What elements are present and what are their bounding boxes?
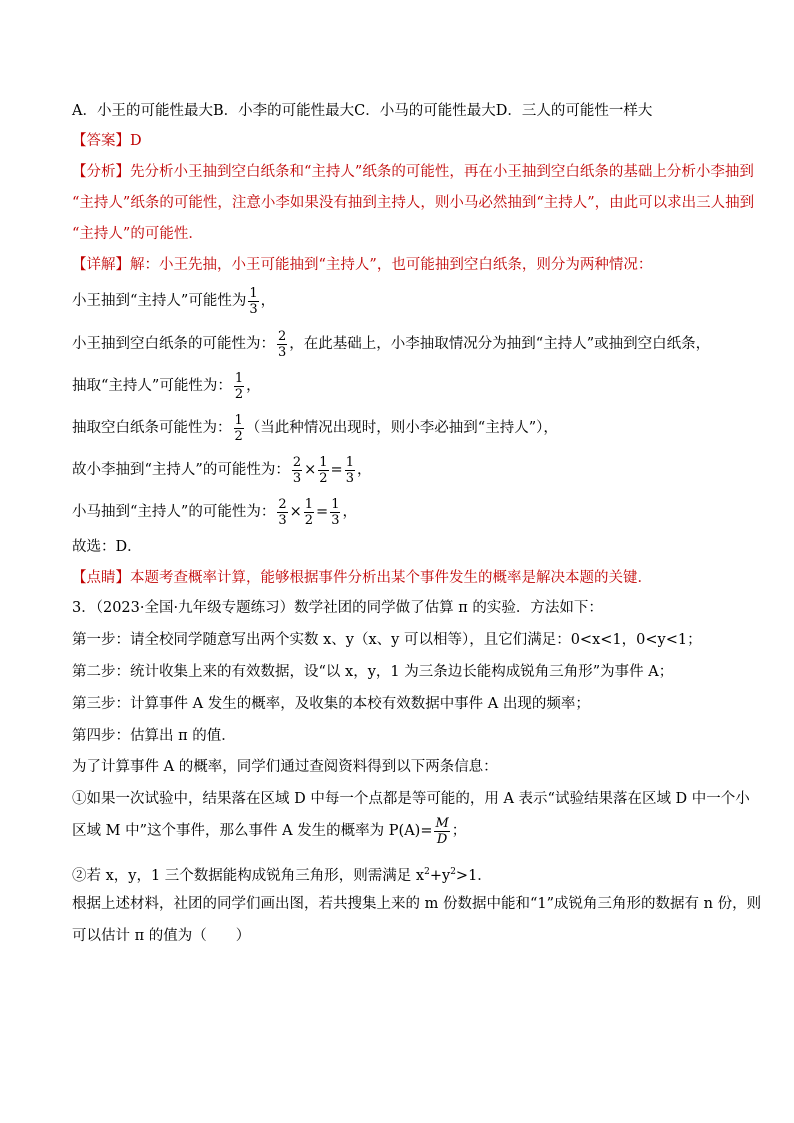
denominator: D [436,831,448,847]
answer-value: D [130,133,142,149]
detail-line-4 [72,411,558,445]
fraction-one-half [234,413,244,444]
q3-clue2 [72,862,492,886]
numerator: 2 [292,454,302,470]
fraction-one-third [345,455,355,486]
q3-step3: 第三步：计算事件 A 发生的概率，及收集的本校有效数据中事件 A 出现的频率； [72,696,590,712]
analysis-line-1 [72,162,754,182]
denominator: 2 [304,512,314,528]
detail-tail-2: ，在此基础上，小李抽取情况分为抽到“主持人”或抽到空白纸条， [289,336,711,352]
times-sign: × [304,462,317,478]
detail-text-5: 故小李抽到“主持人”的可能性为： [72,462,290,478]
options-line: A．小王的可能性最大B．小李的可能性最大C．小马的可能性最大D．三人的可能性一样大 [72,103,653,119]
fraction-one-third [330,497,340,528]
numerator: 1 [234,412,243,428]
fraction-m-over-d [434,816,449,847]
denominator: 3 [292,470,302,486]
fraction-one-half [234,371,244,402]
detail-line-6 [72,495,357,529]
clue2-text-b: +y [429,867,451,884]
analysis-text-1: 先分析小王抽到空白纸条和“主持人”纸条的可能性，再在小王抽到空白纸条的基础上分析小李抽到 [130,164,754,180]
numerator: 2 [278,328,287,344]
denominator: 3 [345,470,354,486]
detail-label: 【详解】 [72,257,130,273]
numerator: 1 [319,454,328,470]
detail-text-3: 抽取“主持人”可能性为： [72,378,232,394]
clue1-tail: ； [451,823,467,839]
comment-label: 【点睛】 [72,570,130,586]
fraction-two-thirds [277,497,287,528]
denominator: 2 [234,428,243,444]
q3-clue1-line2 [72,814,466,848]
superscript: 2 [450,867,456,877]
equals-sign: = [330,462,343,478]
q3-last-line1: 根据上述材料，社团的同学们画出图，若共搜集上来的 m 份数据中能和“1”成锐角三角形的数据有 n 份，则 [72,896,762,912]
q3-step2: 第二步：统计收集上来的有效数据，设“以 x，y，1 为三条边长能构成锐角三角形”为事件 A； [72,664,674,680]
times-sign: × [289,504,302,520]
detail-line-3 [72,369,261,403]
numerator: 1 [345,454,354,470]
fraction-one-half [304,497,314,528]
detail-text-2: 小王抽到空白纸条的可能性为： [72,336,275,352]
denominator: 3 [331,512,340,528]
comment-line [72,568,652,588]
numerator: 1 [234,370,244,386]
clue2-text-a: ②若 x，y，1 三个数据能构成锐角三角形，则需满足 x [72,867,425,884]
numerator: M [435,815,449,831]
clue2-text-c: >1． [455,867,492,884]
numerator: 1 [304,496,314,512]
detail-tail-4: （当此种情况出现时，则小李必抽到“主持人”）， [245,420,558,436]
denominator: 2 [319,470,328,486]
equals-sign: = [316,504,329,520]
comment-text: 本题考查概率计算，能够根据事件分析出某个事件发生的概率是解决本题的关键． [130,570,652,586]
q3-stem: 3．（2023·全国·九年级专题练习）数学社团的同学做了估算 π 的实验．方法如下： [72,600,603,616]
fraction-one-third [248,286,258,317]
detail-line-5 [72,453,371,487]
q3-step1: 第一步：请全校同学随意写出两个实数 x、y（x、y 可以相等），且它们满足：0<x<1，0<y<1； [72,632,702,648]
detail-tail-3: ， [246,378,261,394]
fraction-one-half [318,455,328,486]
denominator: 2 [234,386,244,402]
detail-line-1 [72,284,275,318]
fraction-two-thirds [277,329,287,360]
numerator: 1 [249,285,258,301]
analysis-line-3: “主持人”的可能性． [72,226,203,242]
choose-line: 故选：D． [72,539,142,555]
detail-line-2 [72,327,710,361]
denominator: 3 [249,301,258,317]
detail-text-6: 小马抽到“主持人”的可能性为： [72,504,276,520]
numerator: 2 [278,496,287,512]
detail-intro-line [72,255,652,275]
superscript: 2 [424,867,430,877]
detail-tail-5: ， [356,462,372,478]
q3-last-line2: 可以估计 π 的值为（ ） [72,928,251,944]
q3-step4: 第四步：估算出 π 的值． [72,728,236,744]
clue1-text: 区域 M 中”这个事件，那么事件 A 发生的概率为 P(A)= [72,823,433,839]
numerator: 1 [331,496,340,512]
detail-text-4: 抽取空白纸条可能性为： [72,420,232,436]
denominator: 3 [278,512,287,528]
q3-clue1-line1: ①如果一次试验中，结果落在区域 D 中每一个点都是等可能的，用 A 表示“试验结果落在区域 D 中一个小 [72,791,750,807]
fraction-two-thirds [292,455,302,486]
q3-info: 为了计算事件 A 的概率，同学们通过查阅资料得到以下两条信息： [72,759,498,775]
answer-line [72,131,142,151]
analysis-line-2: “主持人”纸条的可能性，注意小李如果没有抽到主持人，则小马必然抽到“主持人”，由此可以求出三人抽到 [72,195,755,211]
detail-intro: 解：小王先抽，小王可能抽到“主持人”，也可能抽到空白纸条，则分为两种情况： [130,257,653,273]
analysis-label: 【分析】 [72,164,130,180]
answer-label: 【答案】 [72,133,130,149]
detail-text-1: 小王抽到“主持人”可能性为 [72,293,247,309]
denominator: 3 [278,344,287,360]
detail-tail-1: ， [260,293,276,309]
detail-tail-6: ， [342,504,357,520]
